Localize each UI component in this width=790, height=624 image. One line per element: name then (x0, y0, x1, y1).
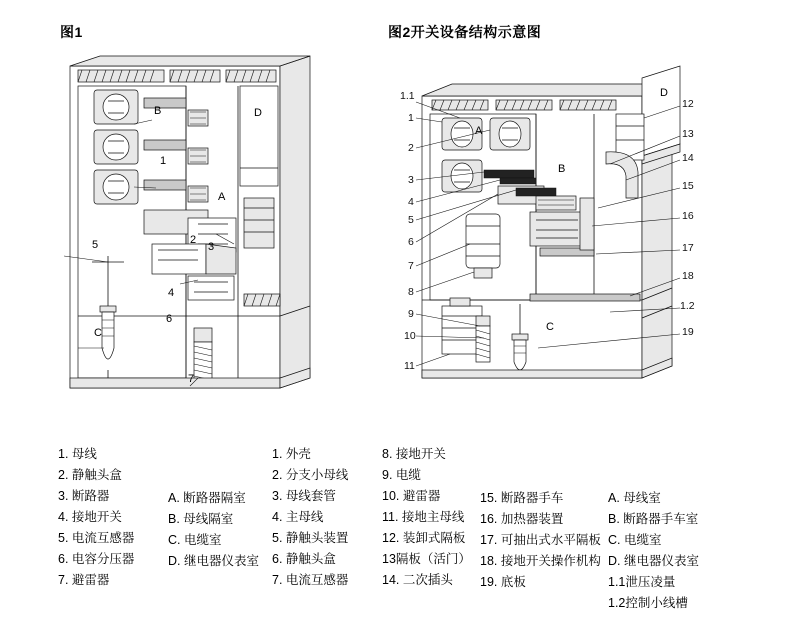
legend-item: 5. 电流互感器 (58, 531, 135, 545)
legend-column-2 (168, 488, 259, 572)
legend-item: 11. 接地主母线 (382, 510, 465, 524)
fig1-label-B: B (154, 105, 162, 117)
fig1-label-5: 5 (92, 239, 99, 251)
legend-item: 7. 避雷器 (58, 573, 110, 587)
legend-item: B. 母线隔室 (168, 512, 234, 526)
callout-17: 17 (682, 242, 694, 254)
legend-item: D. 继电器仪表室 (608, 554, 699, 568)
fig1-label-1: 1 (160, 155, 167, 167)
legend-item: 17. 可抽出式水平隔板 (480, 533, 601, 547)
legend-item: 6. 电容分压器 (58, 552, 135, 566)
legend-item: 4. 接地开关 (58, 510, 122, 524)
legend-item: 9. 电缆 (382, 468, 421, 482)
legend-item: 5. 静触头装置 (272, 531, 349, 545)
legend-column-5 (480, 488, 601, 593)
fig1-label-7: 7 (188, 373, 195, 385)
callout-19: 19 (682, 326, 694, 338)
figure2-title: 图2开关设备结构示意图 (388, 24, 542, 40)
callout-7: 7 (408, 260, 414, 272)
legend-item: B. 断路器手车室 (608, 512, 699, 526)
legend-item: 14. 二次插头 (382, 573, 453, 587)
callout-1-2: 1.2 (680, 300, 695, 312)
callout-13: 13 (682, 128, 694, 140)
callout-9: 9 (408, 308, 414, 320)
figure1-title: 图1 (60, 24, 83, 40)
legend-column-3 (272, 444, 348, 591)
fig1-label-A: A (218, 191, 226, 203)
callout-14: 14 (682, 152, 694, 164)
fig1-label-2: 2 (190, 234, 197, 246)
legend-item: C. 电缆室 (168, 533, 222, 547)
legend-item: 12. 装卸式隔板 (382, 531, 466, 545)
fig1-label-3: 3 (208, 241, 215, 253)
callout-3: 3 (408, 174, 414, 186)
legend-column-1 (58, 444, 134, 591)
callout-2: 2 (408, 142, 414, 154)
fig2-label-B: B (558, 163, 566, 175)
legend-item: 2. 分支小母线 (272, 468, 349, 482)
callout-12: 12 (682, 98, 694, 110)
callout-11: 11 (404, 360, 415, 372)
callout-18: 18 (682, 270, 694, 282)
legend-item: 16. 加热器装置 (480, 512, 564, 526)
legend-item: A. 断路器隔室 (168, 491, 246, 505)
legend-item: 6. 静触头盒 (272, 552, 336, 566)
figure1-diagram (48, 48, 348, 398)
callout-1-1: 1.1 (400, 90, 415, 102)
fig1-label-C: C (94, 327, 102, 339)
legend-item: 1.1泄压凌量 (608, 575, 676, 589)
legend-item: 4. 主母线 (272, 510, 324, 524)
legend-item: D. 继电器仪表室 (168, 554, 259, 568)
fig2-label-C: C (546, 321, 554, 333)
legend-item: 8. 接地开关 (382, 447, 446, 461)
legend-item: 19. 底板 (480, 575, 526, 589)
fig1-label-6: 6 (166, 313, 173, 325)
callout-4: 4 (408, 196, 414, 208)
callout-6: 6 (408, 236, 414, 248)
legend-column-6 (608, 488, 699, 614)
fig2-label-D: D (660, 87, 668, 99)
callout-5: 5 (408, 214, 414, 226)
fig1-label-D: D (254, 107, 262, 119)
legend-item: 2. 静触头盒 (58, 468, 122, 482)
legend-item: 7. 电流互感器 (272, 573, 349, 587)
figure2-callouts (380, 48, 780, 398)
callout-8: 8 (408, 286, 414, 298)
legend-item: 15. 断路器手车 (480, 491, 564, 505)
callout-16: 16 (682, 210, 694, 222)
legend-item: 3. 断路器 (58, 489, 110, 503)
legend-column-4 (382, 444, 471, 591)
legend-item: 1.2控制小线槽 (608, 596, 688, 610)
legend-item: 13隔板（活门） (382, 552, 471, 566)
fig1-label-4: 4 (168, 287, 175, 299)
callout-1: 1 (408, 112, 414, 124)
legend-item: 3. 母线套管 (272, 489, 336, 503)
legend-item: 1. 母线 (58, 447, 97, 461)
legend-item: 18. 接地开关操作机构 (480, 554, 601, 568)
callout-10: 10 (404, 330, 416, 342)
callout-15: 15 (682, 180, 694, 192)
fig2-label-A: A (475, 125, 483, 137)
legend-item: 1. 外壳 (272, 447, 311, 461)
legend-item: 10. 避雷器 (382, 489, 441, 503)
legend-item: C. 电缆室 (608, 533, 662, 547)
legend-item: A. 母线室 (608, 491, 661, 505)
